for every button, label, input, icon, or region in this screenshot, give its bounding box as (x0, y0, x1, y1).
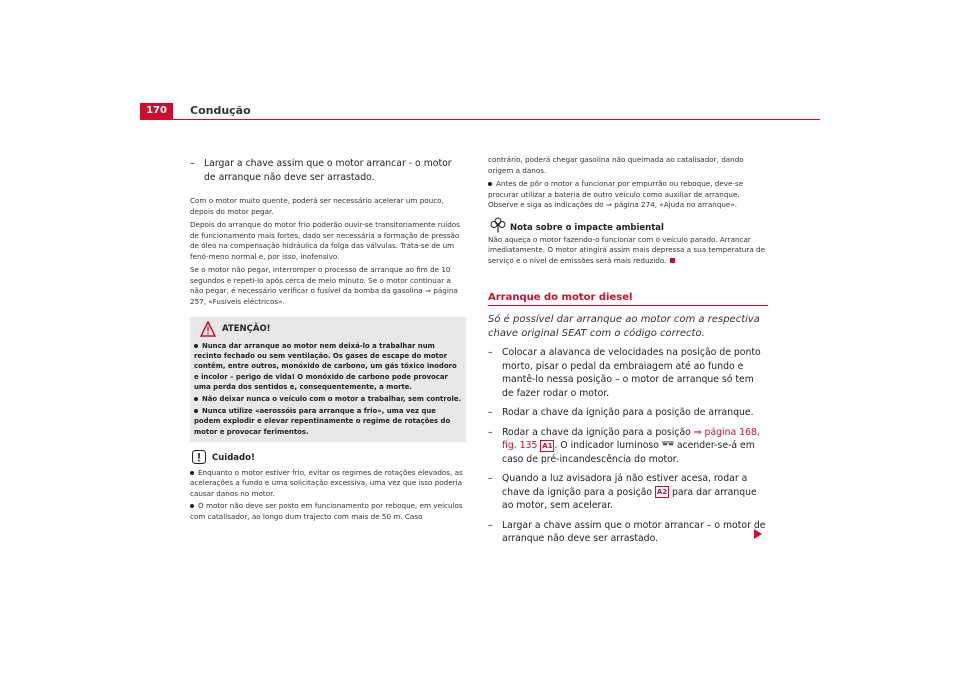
caution-item: Enquanto o motor estiver frio, evitar os regimes de rotações elevados, as acelerações a fundo e uma solicitação excessiva, uma vez que isso poderia causar danos no motor. (190, 467, 463, 498)
paragraph-cold-start: Depois do arranque do motor frio poderão ouvir-se transitoriamente ruídos de funcionamento mais fortes, dado ser necessária a formação de pressão de óleo na compensação hidráulica da folga das válvulas. Trata-se de um fenó-meno normal e, por isso, inofensivo. (190, 220, 460, 261)
warning-title: ATENÇÃO! (222, 324, 271, 334)
page-number: 170 (146, 105, 167, 116)
section-subtitle: Só é possível dar arranque ao motor com a respectiva chave original SEAT com o código correcto. (488, 314, 760, 339)
warning-item: Não deixar nunca o veículo com o motor a trabalhar, sem controle. (194, 394, 462, 404)
glow-plug-indicator-icon (662, 441, 674, 450)
step-preheat: – Rodar a chave da ignição para a posição ⇒ página 168, fig. 135 A1 . O indicador luminoso acender-se-á em caso de pré-incandescência do motor. (488, 426, 760, 465)
section-title: Arranque do motor diesel (488, 292, 768, 306)
left-column (190, 157, 466, 522)
position-ref-a1: A1 (542, 441, 553, 450)
step-neutral: – Colocar a alavanca de velocidades na posição de ponto morto, pisar o pedal da embraiagem até ao fundo e mantê-lo nessa posição – o motor de arranque só tem de fazer rodar o motor. (488, 347, 761, 399)
warning-box (190, 317, 466, 442)
step-ignition-start: – Rodar a chave da ignição para a posição de arranque. (488, 407, 754, 418)
caution-continuation: contrário, poderá chegar gasolina não queimada ao catalisador, dando origem a danos. (488, 155, 744, 175)
environment-note-title: Nota sobre o impacte ambiental (510, 222, 664, 233)
warning-item: Nunca dar arranque ao motor nem deixá-lo a trabalhar num recinto fechado ou sem ventilação. Os gases de escape do motor contêm, entre outros, monóxido de carbono, um gás tóxico inodoro e incolor – perigo de vida! O monóxido de carbono pode provocar uma perda dos sentidos e, consequentemente, a morte. (194, 342, 457, 391)
right-column (488, 155, 768, 552)
caution-item: Antes de pôr o motor a funcionar por empurrão ou reboque, deve-se procurar utilizar a bateria de outro veículo como auxiliar de arranque. Observe e siga as indicações do ⇒ página 274, «Ajuda no arranque». (488, 179, 744, 209)
warning-item: Nunca utilize «aerossóis para arranque a frio», uma vez que podem explodir e elevar repentinamente o regime de rotações do motor e provocar ferimentos. (194, 407, 451, 436)
caution-item: O motor não deve ser posto em funcionamento por reboque, em veículos com catalisador, ao longo dum trajecto com mais de 50 m. Caso (190, 501, 463, 521)
next-page-arrow-icon[interactable] (753, 528, 763, 540)
caution-title: Cuidado! (212, 452, 255, 463)
step-release-key: – Largar a chave assim que o motor arrancar - o motor de arranque não deve ser arrastado. (190, 158, 452, 183)
warning-triangle-icon (200, 321, 216, 337)
page-link[interactable]: ⇒ página 168, fig. 135 (502, 426, 760, 451)
end-of-section-mark (670, 258, 675, 263)
environment-note-text: Não aqueça o motor fazendo-o funcionar com o veículo parado. Arrancar imediatamente. O motor atingirá assim mais depressa a sua temperatura de serviço e o nível de emissões será mais reduzido. (488, 234, 765, 265)
step-release-key-diesel: – Largar a chave assim que o motor arrancar – o motor de arranque não deve ser arrastado. (488, 519, 766, 544)
chapter-title: Condução (190, 104, 251, 117)
paragraph-hot-engine: Com o motor muito quente, poderá ser necessário acelerar um pouco, depois do motor pegar. (190, 196, 444, 216)
environment-flower-icon (490, 217, 506, 233)
step-start-engine: – Quando a luz avisadora já não estiver acesa, rodar a chave da ignição para a posição A2 para dar arranque ao motor, sem acelerar. (488, 473, 757, 511)
paragraph-no-start: Se o motor não pegar, interromper o processo de arranque ao fim de 10 segundos e repeti-lo após cerca de meio minuto. Se o motor continuar a não pegar, é necessário verificar o fusível da bomba da gasolina ⇒ página 257, «Fusíveis eléctricos». (190, 265, 458, 306)
caution-exclamation-icon (192, 450, 206, 464)
header-rule (140, 119, 820, 120)
position-ref-a2: A2 (656, 488, 668, 496)
